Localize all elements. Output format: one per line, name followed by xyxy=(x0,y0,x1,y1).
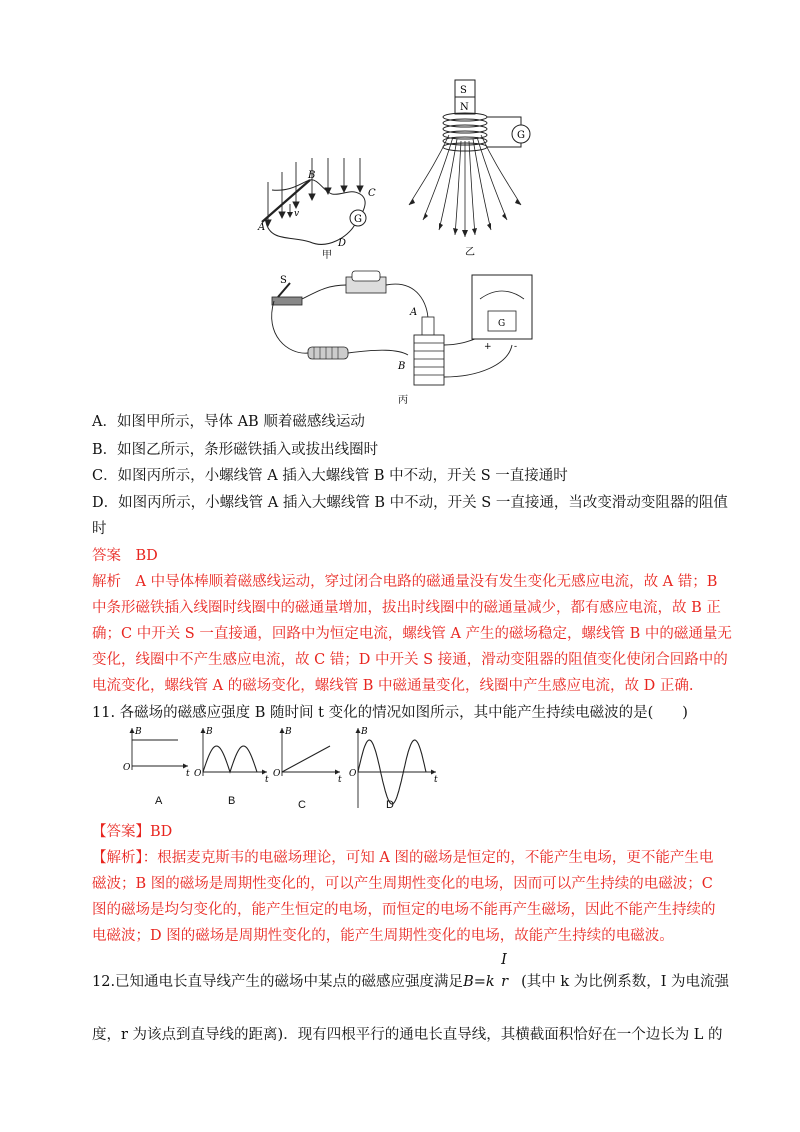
figure-yi xyxy=(405,75,555,260)
origin-label: O xyxy=(273,769,281,779)
chart-caption-c: C xyxy=(298,799,306,811)
q11-analysis-line: 电磁波；D 图的磁场是周期性变化的，能产生周期性变化的电场，故能产生持续的电磁波。 xyxy=(92,928,674,944)
q10-option-d-cont: 时 xyxy=(92,521,107,537)
bing-switch-label: S xyxy=(280,275,287,286)
q10-analysis-line: 解析 A 中导体棒顺着磁感线运动，穿过闭合电路的磁通量没有发生变化无感应电流，故 A 错；B xyxy=(92,574,718,590)
jia-caption: 甲 xyxy=(322,250,332,260)
q12-text-post: (其中 k 为比例系数，I 为电流强 xyxy=(521,974,730,990)
x-axis-label: t xyxy=(186,769,190,779)
q10-option-a: A．如图甲所示，导体 AB 顺着磁感线运动 xyxy=(92,414,365,430)
origin-label: O xyxy=(349,769,357,779)
chart-caption-b: B xyxy=(228,795,236,807)
chart-caption-a: A xyxy=(155,795,163,807)
q11-analysis-line: 磁波；B 图的磁场是周期性变化的，可以产生周期性变化的电场，因而可以产生持续的电磁波；C xyxy=(92,876,713,892)
figure-jia xyxy=(252,150,382,260)
q10-analysis-line: 中条形磁铁插入线圈时线圈中的磁通量增加，拔出时线圈中的磁通量减少，都有感应电流，故 B 正 xyxy=(92,600,721,616)
q10-option-c: C．如图丙所示，小螺线管 A 插入大螺线管 B 中不动，开关 S 一直接通时 xyxy=(92,468,568,484)
series-line-b xyxy=(203,746,257,772)
y-axis-label: B xyxy=(206,727,213,737)
origin-label: O xyxy=(194,769,202,779)
x-axis-arrow xyxy=(335,770,340,775)
q10-analysis-line: 确；C 中开关 S 一直接通，回路中为恒定电流，螺线管 A 产生的磁场稳定，螺线管 B 中的磁通量无 xyxy=(92,626,732,642)
chart-caption-d: D xyxy=(386,799,394,811)
jia-point-b: B xyxy=(308,170,316,181)
q11-analysis-line: 【解析】：根据麦克斯韦的电磁场理论，可知 A 图的磁场是恒定的，不能产生电场，更不能产生电 xyxy=(92,850,714,866)
q10-option-d: D．如图丙所示，小螺线管 A 插入大螺线管 B 中不动，开关 S 一直接通，当改变滑动变阻器的阻值 xyxy=(92,495,728,511)
x-axis-arrow xyxy=(183,764,188,769)
x-axis-arrow xyxy=(262,770,267,775)
jia-point-c: C xyxy=(368,188,376,199)
figure-bing xyxy=(268,265,538,405)
yi-meter-label: G xyxy=(517,130,525,141)
q12-formula-denominator: r xyxy=(501,974,508,990)
q12-formula-lhs: B=k xyxy=(463,974,495,990)
bing-meter-label: G xyxy=(498,319,506,329)
y-axis-arrow xyxy=(356,728,361,733)
q10-analysis-line: 变化，线圈中不产生感应电流，故 C 错；D 中开关 S 接通，滑动变阻器的阻值变化使闭合回路中的 xyxy=(92,652,728,668)
x-axis-label: t xyxy=(265,775,269,785)
jia-velocity: v xyxy=(294,209,300,219)
bing-coil-b: B xyxy=(398,361,406,372)
bing-coil-a: A xyxy=(410,307,418,318)
y-axis-label: B xyxy=(285,727,292,737)
jia-point-a: A xyxy=(258,222,266,233)
origin-label: O xyxy=(123,763,131,773)
q12-text-pre: 12.已知通电长直导线产生的磁场中某点的磁感应强度满足 xyxy=(92,974,464,990)
q10-option-b: B．如图乙所示，条形磁铁插入或拔出线圈时 xyxy=(92,442,379,458)
q11-answer: 【答案】BD xyxy=(92,824,173,840)
y-axis-label: B xyxy=(135,727,142,737)
q10-analysis-line: 电流变化，螺线管 A 的磁场变化，螺线管 B 中磁通量变化，线圈中产生感应电流，故 D 正确. xyxy=(92,678,694,694)
jia-point-d: D xyxy=(338,238,347,249)
bing-caption: 丙 xyxy=(398,395,408,405)
q12-line-2: 度，r 为该点到直导线的距离)．现有四根平行的通电长直导线，其横截面积恰好在一个边长为 L 的 xyxy=(92,1027,723,1043)
magnet-north: N xyxy=(460,102,469,113)
y-axis-label: B xyxy=(361,727,368,737)
q11-question: 11. 各磁场的磁感应强度 B 随时间 t 变化的情况如图所示，其中能产生持续电磁波的是( ) xyxy=(92,705,688,721)
x-axis-arrow xyxy=(431,770,436,775)
q12-line-1 xyxy=(92,952,730,992)
y-axis-arrow xyxy=(201,728,206,733)
yi-caption: 乙 xyxy=(465,247,475,258)
y-axis-arrow xyxy=(130,728,135,733)
series-line-c xyxy=(282,746,330,772)
bing-plus: + xyxy=(484,342,492,352)
q12-formula xyxy=(463,952,521,992)
q10-answer: 答案 BD xyxy=(92,548,158,564)
magnet-south: S xyxy=(460,85,467,96)
q11-analysis-line: 图的磁场是均匀变化的，能产生恒定的电场，而恒定的电场不能再产生磁场，因此不能产生持续的 xyxy=(92,902,716,918)
x-axis-label: t xyxy=(434,775,438,785)
jia-meter-label: G xyxy=(354,214,362,225)
x-axis-label: t xyxy=(338,775,342,785)
y-axis-arrow xyxy=(280,728,285,733)
q12-formula-numerator: I xyxy=(501,952,507,968)
bing-minus: - xyxy=(514,342,518,352)
